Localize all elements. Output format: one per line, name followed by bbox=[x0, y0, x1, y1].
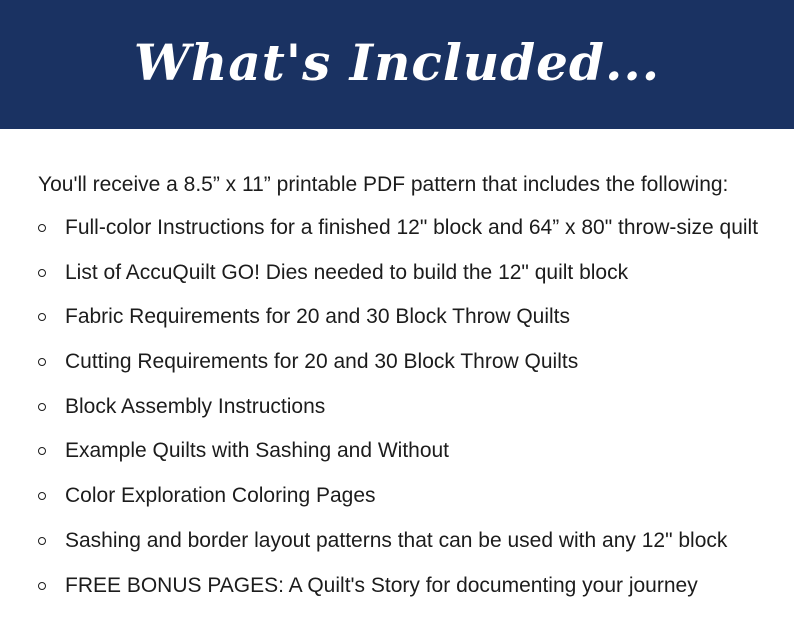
list-item bbox=[38, 213, 758, 258]
list-item-text: Full-color Instructions for a finished 12" block and 64” x 80" throw-size quilt bbox=[65, 216, 759, 239]
list-item-text: Block Assembly Instructions bbox=[65, 394, 326, 418]
bullet-icon bbox=[38, 403, 46, 411]
list-item-text: Color Exploration Coloring Pages bbox=[65, 484, 376, 508]
list-item bbox=[38, 347, 758, 392]
list-item-text: List of AccuQuilt GO! Dies needed to build the 12" quilt block bbox=[65, 260, 629, 284]
bullet-icon bbox=[38, 537, 46, 545]
page-title: What's Included... bbox=[133, 33, 661, 92]
bullet-icon bbox=[38, 582, 46, 590]
list-item-text: Fabric Requirements for 20 and 30 Block Throw Quilts bbox=[65, 305, 571, 329]
bullet-icon bbox=[38, 269, 46, 277]
list-item bbox=[38, 258, 758, 303]
bullet-icon bbox=[38, 358, 46, 366]
list-item bbox=[38, 392, 758, 437]
intro-text: You'll receive a 8.5” x 11” printable PDF pattern that includes the following: bbox=[38, 173, 729, 196]
list-item-text: Cutting Requirements for 20 and 30 Block Throw Quilts bbox=[65, 350, 579, 374]
list-item-text: Sashing and border layout patterns that can be used with any 12" block bbox=[65, 528, 728, 552]
header-banner bbox=[0, 0, 794, 129]
bullet-icon bbox=[38, 224, 46, 232]
bullet-icon bbox=[38, 313, 46, 321]
bullet-icon bbox=[38, 492, 46, 500]
list-item-text: FREE BONUS PAGES: A Quilt's Story for documenting your journey bbox=[65, 573, 698, 597]
list-item-text: Example Quilts with Sashing and Without bbox=[65, 439, 450, 463]
list-item bbox=[38, 436, 758, 481]
list-item bbox=[38, 481, 758, 526]
included-items-list bbox=[38, 213, 758, 615]
list-item bbox=[38, 571, 758, 616]
list-item bbox=[38, 302, 758, 347]
bullet-icon bbox=[38, 447, 46, 455]
list-item bbox=[38, 526, 758, 571]
